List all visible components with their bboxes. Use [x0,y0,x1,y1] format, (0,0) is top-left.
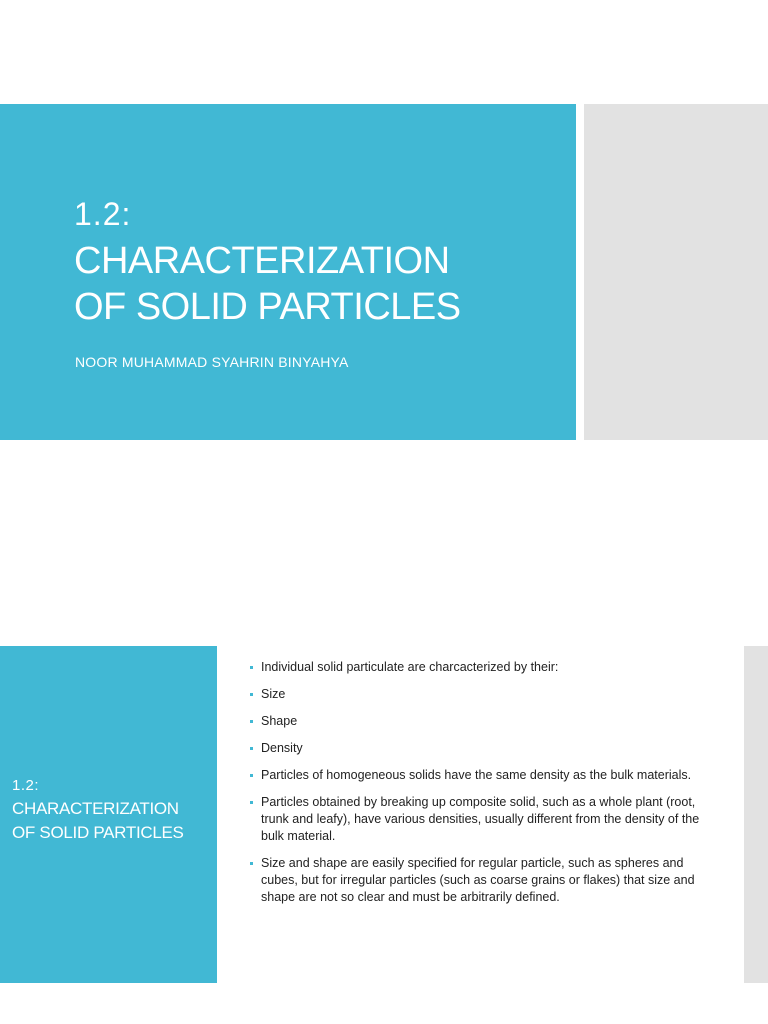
content-slide-heading-line: OF SOLID PARTICLES [12,823,184,842]
content-slide-side-panel [744,646,768,983]
title-slide-side-panel [584,104,768,440]
bullet-item: Size and shape are easily specified for regular particle, such as spheres and cubes, but for irregular particles (such as coarse grains or flakes) that size and shape are not so clear and must be arbitrarily defined. [250,855,710,906]
title-slide-heading [74,238,564,330]
title-slide-heading-line: CHARACTERIZATION [74,240,450,282]
bullet-item: Particles obtained by breaking up composite solid, such as a whole plant (root, trunk and leafy), have various densities, usually different from the density of the bulk material. [250,794,710,845]
bullet-item: Density [250,740,710,757]
content-slide-heading [12,797,212,845]
bullet-item: Particles of homogeneous solids have the same density as the bulk materials. [250,767,710,784]
bullet-item: Shape [250,713,710,730]
bullet-item: Size [250,686,710,703]
bullet-item: Individual solid particulate are charcacterized by their: [250,659,710,676]
title-slide-section-number: 1.2: [74,196,132,232]
content-slide-section-number: 1.2: [12,777,40,794]
content-slide-heading-line: CHARACTERIZATION [12,799,179,818]
title-slide-heading-line: OF SOLID PARTICLES [74,286,461,328]
bullet-list [250,659,710,916]
title-slide-author: NOOR MUHAMMAD SYAHRIN BINYAHYA [75,354,349,370]
